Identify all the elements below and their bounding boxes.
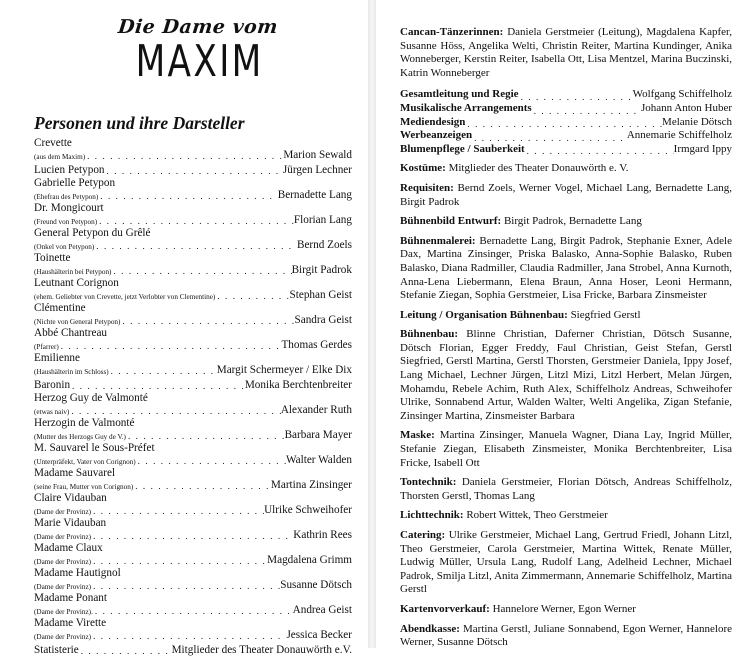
cast-entry bbox=[34, 392, 352, 416]
actor-name: Ulrike Schweihofer bbox=[264, 504, 352, 516]
cast-entry-row bbox=[34, 579, 352, 591]
dot-leader bbox=[91, 581, 280, 591]
credit-label: Requisiten: bbox=[400, 181, 454, 194]
credit-names: Martina Gerstl, Juliane Sonnabend, Egon Werner, Hannelore Werner, Susanne Dötsch bbox=[400, 622, 732, 649]
cast-entry-row bbox=[34, 629, 352, 641]
role-name: Claire Vidauban bbox=[34, 492, 107, 504]
logo-title: MAXIM bbox=[135, 36, 264, 87]
role-description: (Dame der Provinz) bbox=[34, 533, 92, 541]
cast-entry-text bbox=[34, 417, 352, 441]
credit-entry bbox=[400, 476, 732, 503]
actor-name: Birgit Padrok bbox=[291, 264, 352, 276]
credit-label: Abendkasse: bbox=[400, 622, 460, 635]
role-name: General Petypon du Grêlé bbox=[34, 227, 151, 239]
credit-label: Cancan-Tänzerinnen: bbox=[400, 26, 504, 38]
cast-entry-text bbox=[34, 567, 352, 591]
cast-entry-text bbox=[34, 442, 352, 466]
cast-entry-row bbox=[34, 379, 352, 391]
credit-entry bbox=[400, 162, 732, 176]
cast-entry bbox=[34, 252, 352, 276]
dot-leader bbox=[532, 106, 641, 116]
credit-value: Wolfgang Schiffelholz bbox=[632, 88, 732, 101]
cast-entry-text bbox=[34, 542, 352, 566]
actor-name: Thomas Gerdes bbox=[281, 339, 352, 351]
cast-entry-row bbox=[34, 429, 352, 441]
role-name: Emilienne bbox=[34, 352, 80, 364]
cast-entry bbox=[34, 164, 352, 176]
dot-leader bbox=[91, 506, 264, 516]
dot-leader bbox=[85, 151, 283, 161]
role-name: Madame Sauvarel bbox=[34, 467, 116, 479]
actor-name: Martina Zinsinger bbox=[270, 479, 352, 491]
credit-names: Daniela Gerstmeier (Leitung), Magdalena Kapfer, Susanne Höss, Angelika Welti, Christin Reiter, Martina Kundinger, Anika Wonneberger, Kerstin Reiter, Isabella Ott, Lisa Mentzel, Marina Buczinski, Katrin Wonneberger bbox=[400, 26, 733, 79]
cast-entry-text bbox=[34, 467, 352, 491]
dot-leader bbox=[105, 166, 283, 176]
credit-entry bbox=[400, 309, 732, 323]
role-description: (aus dem Maxim) bbox=[34, 153, 86, 161]
cast-entry bbox=[34, 277, 352, 301]
role-name: Lucien Petypon bbox=[34, 164, 105, 176]
actor-name: Bernadette Lang bbox=[277, 189, 352, 201]
dot-leader bbox=[91, 556, 267, 566]
dotted-credit-row bbox=[400, 143, 732, 157]
role-description: (Nichte von General Petypon) bbox=[34, 318, 121, 326]
cast-entry bbox=[34, 302, 352, 326]
cast-entry-row bbox=[34, 149, 352, 161]
credit-entry bbox=[400, 603, 732, 617]
role-description: (etwas naiv) bbox=[34, 408, 70, 416]
cast-entry bbox=[34, 517, 352, 541]
cast-entry-text bbox=[34, 379, 352, 391]
dotted-credit-row bbox=[400, 102, 732, 116]
role-description: (Pfarrer) bbox=[34, 343, 59, 351]
actor-name: Florian Lang bbox=[293, 214, 352, 226]
cast-entry bbox=[34, 379, 352, 391]
role-name: Abbé Chantreau bbox=[34, 327, 108, 339]
role-description: (Dame der Provinz). bbox=[34, 608, 93, 616]
credit-names: Martina Zinsinger, Manuela Wagner, Diana Lay, Ingrid Müller, Stefanie Ziegan, Elisabeth Zinsmeister, Monika Berchtenbreiter, Lisa Fricke, Isabell Ott bbox=[400, 429, 732, 469]
actor-name: Alexander Ruth bbox=[280, 404, 352, 416]
role-name: Madame Virette bbox=[34, 617, 107, 629]
cast-entry bbox=[34, 644, 352, 656]
actor-name: Susanne Dötsch bbox=[280, 579, 352, 591]
role-name: Crevette bbox=[34, 137, 72, 149]
cast-entry-row bbox=[34, 289, 352, 301]
credit-label: Bühnenmalerei: bbox=[400, 234, 476, 247]
dotted-credit-row bbox=[400, 129, 732, 143]
cast-entry-row bbox=[34, 529, 352, 541]
role-name: Gabrielle Petypon bbox=[34, 177, 116, 189]
dot-leader bbox=[519, 92, 633, 102]
role-description: (Freund von Petypon) bbox=[34, 218, 98, 226]
cast-entry-text bbox=[34, 517, 352, 541]
credit-label: Catering: bbox=[400, 529, 446, 541]
role-description: (Mutter des Herzogs Guy de V.) bbox=[34, 433, 126, 441]
actor-name: Bernd Zoels bbox=[297, 239, 352, 251]
credit-label: Leitung / Organisation Bühnenbau: bbox=[400, 308, 568, 321]
dot-leader bbox=[59, 341, 282, 351]
credit-names: Siegfried Gerstl bbox=[570, 308, 641, 321]
dot-leader bbox=[111, 266, 291, 276]
cast-entry-text bbox=[34, 302, 352, 326]
dot-leader bbox=[91, 531, 293, 541]
role-description: (Dame der Provinz) bbox=[34, 633, 92, 641]
cast-entry-text bbox=[34, 252, 352, 276]
role-name: Toinette bbox=[34, 252, 71, 264]
credit-label: Lichttechnik: bbox=[400, 509, 464, 522]
cast-entry-row bbox=[34, 644, 352, 656]
credit-names: Mitglieder des Theater Donauwörth e. V. bbox=[448, 162, 629, 175]
dot-leader bbox=[465, 119, 662, 129]
role-description: (ehem. Geliebter von Crevette, jetzt Verlobter von Clementine) bbox=[34, 293, 216, 301]
cast-entry-row bbox=[34, 604, 352, 616]
cast-entry bbox=[34, 467, 352, 491]
credit-entry bbox=[400, 529, 732, 597]
cast-entry bbox=[34, 417, 352, 441]
role-description: (Unterpräfekt, Vater von Corignon) bbox=[34, 458, 136, 466]
cast-entry bbox=[34, 202, 352, 226]
actor-name: Kathrin Rees bbox=[293, 529, 352, 541]
credit-names: Hannelore Werner, Egon Werner bbox=[492, 602, 636, 615]
credit-names: Bernd Zoels, Werner Vogel, Michael Lang, Bernadette Lang, Birgit Padrok bbox=[400, 181, 732, 208]
actor-name: Jessica Becker bbox=[286, 629, 352, 641]
credit-entry bbox=[400, 623, 732, 650]
logo-subtitle: Die Dame vom bbox=[116, 16, 280, 38]
credit-names: Blinne Christian, Daferner Christian, Dötsch Susanne, Dötsch Florian, Egger Freddy, Faul Christian, Geist Stefan, Gerstl Siegfried, Gerstl Martina, Gerstl Thorsten, Gerstmeier Daniela, Ippy Josef, Lang Michael, Lechner Jürgen, Litzl Mizi, Litzl Herbert, Melan Jürgen, Mohamdu, Rebele Achim, Ruth Alex, Schiffelholz Andreas, Schweihofer Ulrike, Sonnabend Artur, Walden Walter, Welti Angelika, Zigan Stefanie, Zinsinger Martina, Zinsmeister Barbara bbox=[400, 328, 732, 422]
cast-entry-text bbox=[34, 592, 352, 616]
credit-names: Bernadette Lang, Birgit Padrok, Stephanie Exner, Adele Dax, Martina Zinsinger, Priska Balasko, Anna-Sophie Balasko, Ruben Balasko, Diana Radmiller, Claudia Radmiller, Jana Strobel, Anna Kurnoth, Anna-Lena Liebermann, Elena Braun, Anna Hoser, Leoni Hermann, Stefanie Ziegan, Sophia Gerstmeier, Lisa Fricke, Barbara Zinsmeister bbox=[400, 234, 732, 302]
credit-label: Werbeanzeigen bbox=[400, 129, 473, 142]
cast-entry bbox=[34, 617, 352, 641]
cast-entry-row bbox=[34, 364, 352, 376]
cast-entry-row bbox=[34, 314, 352, 326]
cast-entry bbox=[34, 592, 352, 616]
role-name: Madame Ponant bbox=[34, 592, 108, 604]
cast-entry-row bbox=[34, 189, 352, 201]
actor-name: Jürgen Lechner bbox=[282, 164, 352, 176]
dot-leader bbox=[126, 431, 285, 441]
credits-list bbox=[400, 26, 732, 650]
cast-entry-row bbox=[34, 264, 352, 276]
role-description: (Dame der Provinz) bbox=[34, 508, 92, 516]
credit-names: Daniela Gerstmeier, Florian Dötsch, Andreas Schiffelholz, Thorsten Gerstl, Thomas Lang bbox=[400, 476, 732, 502]
actor-name: Stephan Geist bbox=[289, 289, 352, 301]
cast-entry-row bbox=[34, 339, 352, 351]
role-description: (Haushälterin im Schloss) bbox=[34, 368, 109, 376]
dot-leader bbox=[120, 316, 294, 326]
credit-label: Kostüme: bbox=[400, 162, 446, 175]
credit-value: Johann Anton Huber bbox=[640, 101, 732, 114]
cast-entry-text bbox=[34, 392, 352, 416]
actor-name: Mitglieder des Theater Donauwörth e.V. bbox=[171, 644, 352, 656]
credit-entry bbox=[400, 328, 732, 423]
section-title: Personen und ihre Darsteller bbox=[34, 113, 245, 133]
dotted-credits bbox=[400, 88, 732, 156]
cast-entry-text bbox=[34, 277, 352, 301]
right-page bbox=[376, 0, 740, 648]
role-name: Dr. Mongicourt bbox=[34, 202, 104, 214]
dot-leader bbox=[91, 631, 286, 641]
dot-leader bbox=[136, 456, 286, 466]
role-name: Madame Hautignol bbox=[34, 567, 121, 579]
cast-entry-row bbox=[34, 214, 352, 226]
credit-label: Mediendesign bbox=[400, 115, 466, 128]
actor-name: Magdalena Grimm bbox=[267, 554, 352, 566]
role-name: Madame Claux bbox=[34, 542, 103, 554]
actor-name: Sandra Geist bbox=[294, 314, 352, 326]
role-description: (Ehefrau des Petypon) bbox=[34, 193, 99, 201]
dotted-credit-row bbox=[400, 88, 732, 102]
role-name: Herzog Guy de Valmonté bbox=[34, 392, 148, 404]
role-name: Clémentine bbox=[34, 302, 86, 314]
credit-value: Melanie Dötsch bbox=[662, 115, 732, 128]
cast-entry-row bbox=[34, 479, 352, 491]
dot-leader bbox=[94, 241, 297, 251]
cast-entry-row bbox=[34, 554, 352, 566]
credit-label: Kartenvorverkauf: bbox=[400, 602, 490, 615]
cast-entry bbox=[34, 442, 352, 466]
actor-name: Marion Sewald bbox=[283, 149, 352, 161]
credit-entry bbox=[400, 235, 732, 303]
cast-entry-text bbox=[34, 227, 352, 251]
credit-entry bbox=[400, 215, 732, 229]
cast-entry-text bbox=[34, 617, 352, 641]
role-name: Leutnant Corignon bbox=[34, 277, 119, 289]
cast-entry bbox=[34, 352, 352, 376]
page-gutter bbox=[368, 0, 376, 648]
credit-entry bbox=[400, 509, 732, 523]
credit-label: Bühnenbild Entwurf: bbox=[400, 215, 502, 228]
dotted-credit-row bbox=[400, 116, 732, 130]
cast-entry-text bbox=[34, 202, 352, 226]
role-name: Herzogin de Valmonté bbox=[34, 417, 135, 429]
credit-label: Blumenpflege / Sauberkeit bbox=[400, 142, 525, 155]
actor-name: Monika Berchtenbreiter bbox=[244, 379, 352, 391]
dot-leader bbox=[97, 216, 294, 226]
actor-name: Andrea Geist bbox=[292, 604, 352, 616]
credit-names: Robert Wittek, Theo Gerstmeier bbox=[466, 509, 608, 522]
credit-value: Irmgard Ippy bbox=[673, 142, 732, 155]
credit-label: Gesamtleitung und Regie bbox=[400, 88, 519, 101]
actor-name: Walter Walden bbox=[285, 454, 352, 466]
role-description: (Onkel von Petypon) bbox=[34, 243, 95, 251]
credit-names: Ulrike Gerstmeier, Michael Lang, Gertrud Friedl, Johann Litzl, Theo Gerstmeier, Carola Gerstmeier, Martina Wittek, Renate Müller, Ludwig Müller, Ursula Lang, Rudolf Lang, Adelheid Lechner, Michael Padrok, Smilja Litzl, Anita Zimmermann, Annemarie Schiffelholz, Martina Gerstl bbox=[400, 529, 732, 596]
cast-entry bbox=[34, 567, 352, 591]
cast-entry-row bbox=[34, 164, 352, 176]
role-name: Statisterie bbox=[34, 644, 79, 656]
credit-value: Annemarie Schiffelholz bbox=[626, 129, 732, 142]
dot-leader bbox=[472, 133, 627, 143]
dot-leader bbox=[69, 406, 281, 416]
dot-leader bbox=[98, 191, 277, 201]
cast-entry-text bbox=[34, 137, 352, 161]
role-description: (Dame der Provinz) bbox=[34, 558, 92, 566]
role-name: M. Sauvarel le Sous-Préfet bbox=[34, 442, 155, 454]
dot-leader bbox=[133, 481, 271, 491]
cast-entry bbox=[34, 227, 352, 251]
cast-entry bbox=[34, 492, 352, 516]
credit-entry bbox=[400, 26, 732, 80]
role-description: (Haushälterin bei Petypon) bbox=[34, 268, 112, 276]
cast-entry-text bbox=[34, 644, 352, 656]
cast-entry-row bbox=[34, 504, 352, 516]
dot-leader bbox=[109, 366, 217, 376]
cast-entry-row bbox=[34, 239, 352, 251]
actor-name: Barbara Mayer bbox=[284, 429, 352, 441]
credit-names: Birgit Padrok, Bernadette Lang bbox=[503, 215, 642, 228]
dot-leader bbox=[525, 146, 674, 156]
cast-entry-text bbox=[34, 352, 352, 376]
credit-entry bbox=[400, 182, 732, 209]
credit-label: Bühnenbau: bbox=[400, 328, 459, 341]
cast-entry-text bbox=[34, 164, 352, 176]
credit-label: Maske: bbox=[400, 429, 435, 442]
cast-entry-text bbox=[34, 327, 352, 351]
dot-leader bbox=[70, 381, 245, 391]
cast-entry-row bbox=[34, 454, 352, 466]
cast-entry bbox=[34, 177, 352, 201]
credit-entry bbox=[400, 429, 732, 470]
cast-entry bbox=[34, 137, 352, 161]
cast-entry-text bbox=[34, 177, 352, 201]
credit-label: Tontechnik: bbox=[400, 476, 457, 489]
cast-entry-text bbox=[34, 492, 352, 516]
cast-entry bbox=[34, 327, 352, 351]
role-name: Baronin bbox=[34, 379, 71, 391]
credit-label: Musikalische Arrangements bbox=[400, 101, 532, 114]
role-description: (Dame der Provinz) bbox=[34, 583, 92, 591]
dot-leader bbox=[215, 291, 289, 301]
cast-list bbox=[34, 137, 352, 656]
maxim-logo bbox=[116, 16, 280, 87]
cast-entry-row bbox=[34, 404, 352, 416]
cast-entry bbox=[34, 542, 352, 566]
actor-name: Margit Schermeyer / Elke Dix bbox=[216, 364, 352, 376]
role-description: (seine Frau, Mutter von Corignon) bbox=[34, 483, 134, 491]
dot-leader bbox=[93, 606, 293, 616]
role-name: Marie Vidauban bbox=[34, 517, 107, 529]
